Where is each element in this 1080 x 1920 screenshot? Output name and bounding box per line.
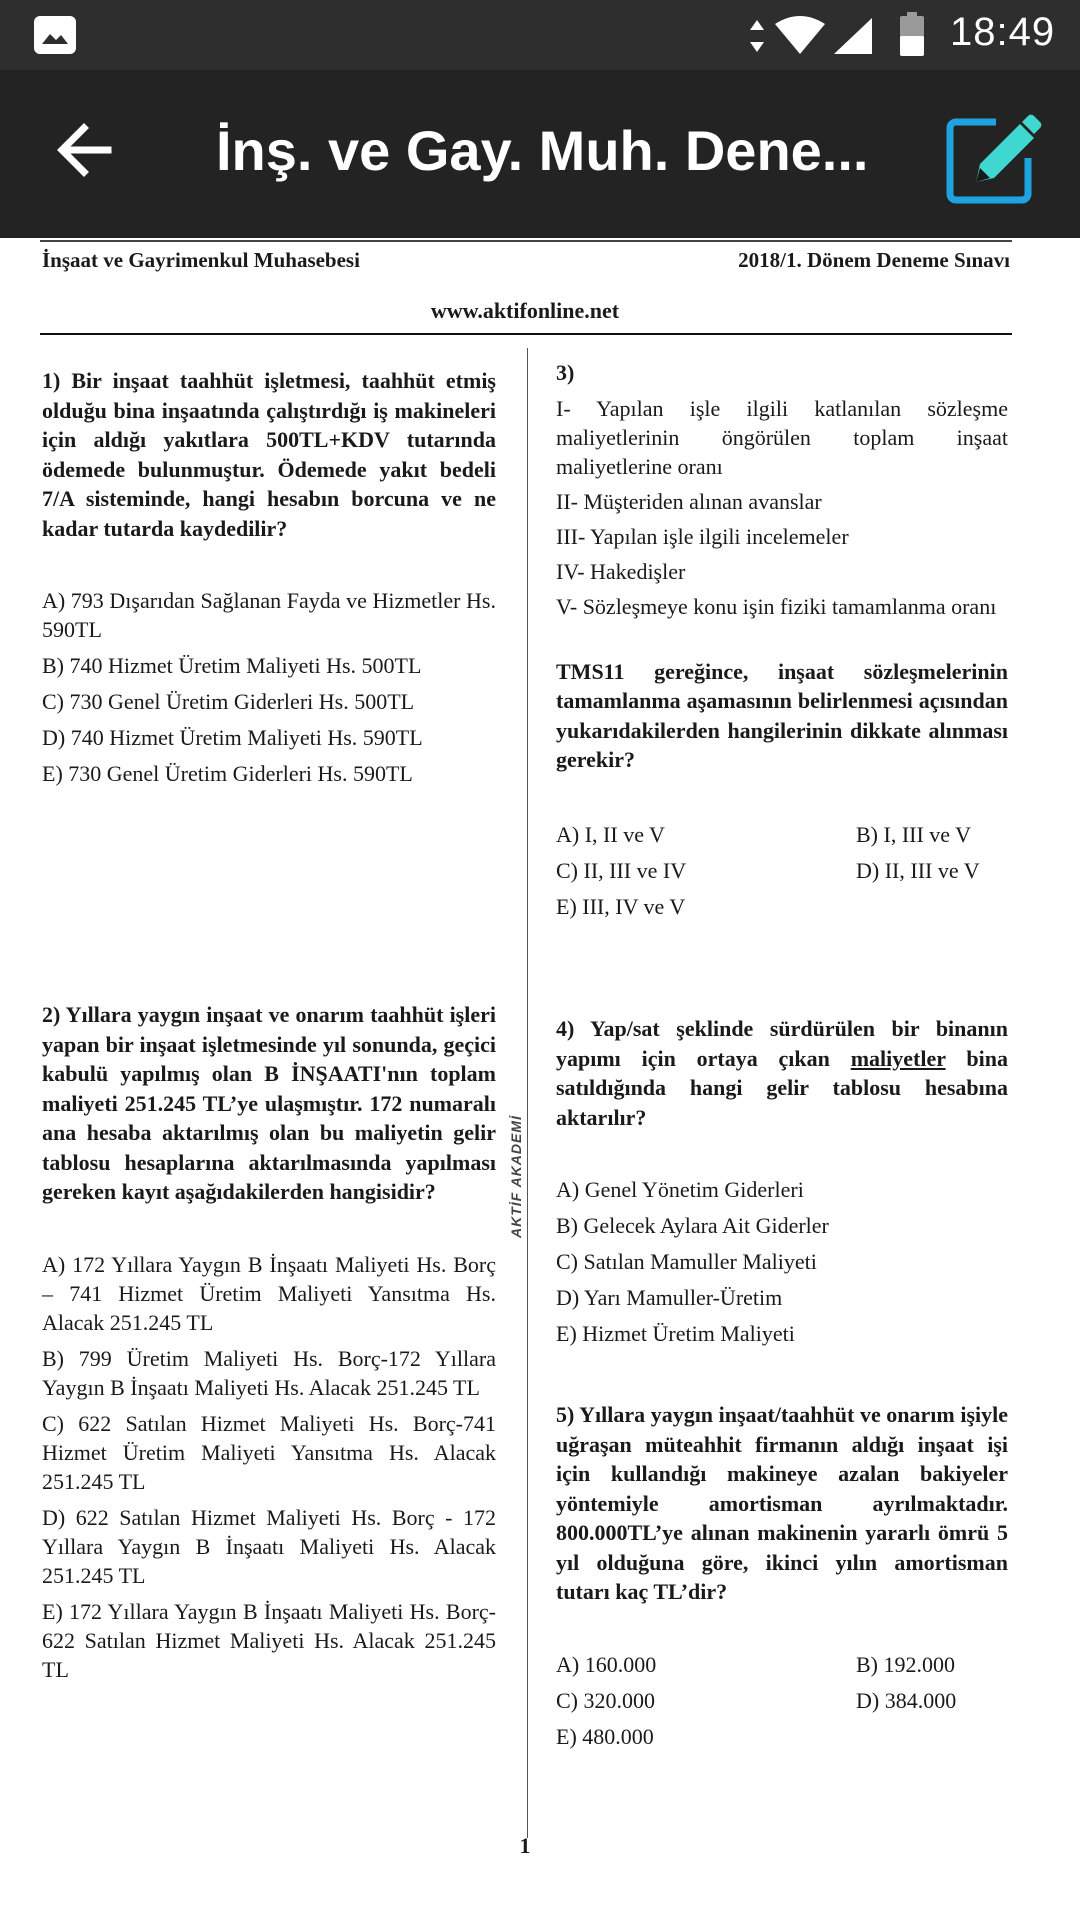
battery-icon xyxy=(900,12,924,56)
answer-option: D) 740 Hizmet Üretim Maliyeti Hs. 590TL xyxy=(42,725,423,750)
question-3 xyxy=(556,358,1008,921)
answer-option: A) 160.000 xyxy=(556,1651,657,1677)
document-exam-title: 2018/1. Dönem Deneme Sınavı xyxy=(738,248,1010,272)
cell-signal-icon xyxy=(832,16,874,61)
answer-row xyxy=(556,1722,1008,1751)
answer-option: B) 740 Hizmet Üretim Maliyeti Hs. 500TL xyxy=(42,653,422,678)
answer-option: B) 192.000 xyxy=(856,1651,955,1677)
answer-option: C) 622 Satılan Hizmet Maliyeti Hs. Borç-741 Hizmet Üretim Maliyeti Yansıtma Hs. Alacak 251.245 TL xyxy=(42,1410,496,1494)
statement-item: I- Yapılan işle ilgili katlanılan sözleşme maliyetlerinin öngörülen toplam inşaat maliyetlerine oranı xyxy=(556,395,1008,479)
watermark-text: AKTİF AKADEMİ xyxy=(508,1115,524,1238)
wifi-icon xyxy=(774,16,826,61)
answer-option: C) Satılan Mamuller Maliyeti xyxy=(556,1249,817,1274)
answer-option: D) 384.000 xyxy=(856,1687,957,1713)
answer-option: B) 799 Üretim Maliyeti Hs. Borç-172 Yıllara Yaygın B İnşaatı Maliyeti Hs. Alacak 251.245 TL xyxy=(42,1345,496,1400)
answer-option: D) Yarı Mamuller-Üretim xyxy=(556,1285,783,1310)
answer-option: A) Genel Yönetim Giderleri xyxy=(556,1177,804,1202)
question-2 xyxy=(42,1000,496,1684)
image-notification-icon xyxy=(34,16,76,54)
question-text: 1) Bir inşaat taahhüt işletmesi, taahhüt etmiş olduğu bina inşaatında çalıştırdığı iş makineleri için aldığı yakıtlara 500TL+KDV tutarında ödemede bulunmuştur. Ödemede yakıt bedeli 7/A sisteminde, hangi hesabın borcuna ve ne kadar tutarda kaydedilir? xyxy=(42,368,496,541)
answer-option: A) 172 Yıllara Yaygın B İnşaatı Maliyeti Hs. Borç – 741 Hizmet Üretim Maliyeti Yansıtma Hs. Alacak 251.245 TL xyxy=(42,1251,496,1335)
answer-option: C) 730 Genel Üretim Giderleri Hs. 500TL xyxy=(42,689,415,714)
divider xyxy=(40,240,1012,242)
answer-option: D) 622 Satılan Hizmet Maliyeti Hs. Borç - 172 Yıllara Yaygın B İnşaatı Maliyeti Hs. Alacak 251.245 TL xyxy=(42,1504,496,1588)
question-1 xyxy=(42,366,496,788)
question-text: 2) Yıllara yaygın inşaat ve onarım taahhüt işleri yapan bir inşaat işletmesinde yıl sonunda, geçici kabulü yapılmış olan B İNŞAATI'nın toplam maliyeti 251.245 TL’ye ulaşmıştır. 172 numaralı ana hesaba aktarılmış olan bu maliyetin gelir tablosu hesaplarına aktarılmasında yapılması gereken kayıt aşağıdakilerden hangisidir? xyxy=(42,1002,496,1204)
answer-option: D) II, III ve V xyxy=(856,857,980,883)
answer-option: E) 480.000 xyxy=(556,1723,654,1749)
divider xyxy=(40,333,1012,335)
answer-option: C) II, III ve IV xyxy=(556,857,687,883)
back-button[interactable] xyxy=(46,112,122,188)
statement-item: III- Yapılan işle ilgili incelemeler xyxy=(556,523,849,549)
answer-option: E) III, IV ve V xyxy=(556,893,686,919)
answer-option: E) 730 Genel Üretim Giderleri Hs. 590TL xyxy=(42,761,413,786)
answer-option: E) 172 Yıllara Yaygın B İnşaatı Maliyeti Hs. Borç- 622 Satılan Hizmet Maliyeti Hs. Alacak 251.245 TL xyxy=(42,1598,496,1682)
question-text-underlined: maliyetler xyxy=(850,1045,946,1071)
question-text-part: 4) Yap/sat şeklinde sürdürülen bir binanın yapımı için ortaya çıkan xyxy=(556,1016,1008,1071)
question-text-part: bina satıldığında hangi gelir tablosu hesabına aktarılır? xyxy=(556,1045,1008,1130)
answer-row xyxy=(556,1686,1008,1715)
exam-document xyxy=(0,238,1080,1920)
status-time: 18:49 xyxy=(950,10,1056,54)
answer-row xyxy=(556,820,1008,849)
arrow-left-icon xyxy=(46,112,122,188)
question-text xyxy=(556,1014,1008,1132)
question-5 xyxy=(556,1400,1008,1751)
statement-item: IV- Hakedişler xyxy=(556,558,686,584)
app-title: İnş. ve Gay. Muh. Dene... xyxy=(216,119,869,182)
answer-option: A) I, II ve V xyxy=(556,821,665,847)
question-number: 3) xyxy=(556,360,575,385)
statement-item: II- Müşteriden alınan avanslar xyxy=(556,488,822,514)
edit-button[interactable] xyxy=(944,110,1044,206)
question-4 xyxy=(556,1014,1008,1348)
column-divider xyxy=(527,348,528,1838)
answer-option: C) 320.000 xyxy=(556,1687,655,1713)
answer-option: E) Hizmet Üretim Maliyeti xyxy=(556,1321,795,1346)
answer-row xyxy=(556,892,1008,921)
edit-pencil-icon xyxy=(944,110,1044,206)
answer-row xyxy=(556,1650,1008,1679)
answer-option: A) 793 Dışarıdan Sağlanan Fayda ve Hizmetler Hs. 590TL xyxy=(42,588,496,642)
document-website: www.aktifonline.net xyxy=(430,298,620,323)
page-number: 1 xyxy=(519,1833,531,1858)
question-text: TMS11 gereğince, inşaat sözleşmelerinin tamamlanma aşamasının belirlenmesi açısından yukarıdakilerden hangilerinin dikkate alınması gerekir? xyxy=(556,658,1008,772)
answer-option: B) Gelecek Aylara Ait Giderler xyxy=(556,1213,829,1238)
answer-row xyxy=(556,856,1008,885)
statement-item: V- Sözleşmeye konu işin fiziki tamamlanma oranı xyxy=(556,593,997,619)
answer-option: B) I, III ve V xyxy=(856,821,972,847)
document-course-title: İnşaat ve Gayrimenkul Muhasebesi xyxy=(42,248,360,272)
status-bar xyxy=(0,0,1080,70)
data-transfer-icon xyxy=(748,16,766,56)
question-text: 5) Yıllara yaygın inşaat/taahhüt ve onarım işiyle uğraşan müteahhit firmanın aldığı inşaat işi için kullandığı makineye azalan bakiyeler yöntemiyle amortisman ayrılmaktadır. 800.000TL’ye alınan makinenin yararlı ömrü 5 yıl olduğuna göre, ikinci yılın amortisman tutarı kaç TL’dir? xyxy=(556,1402,1008,1604)
